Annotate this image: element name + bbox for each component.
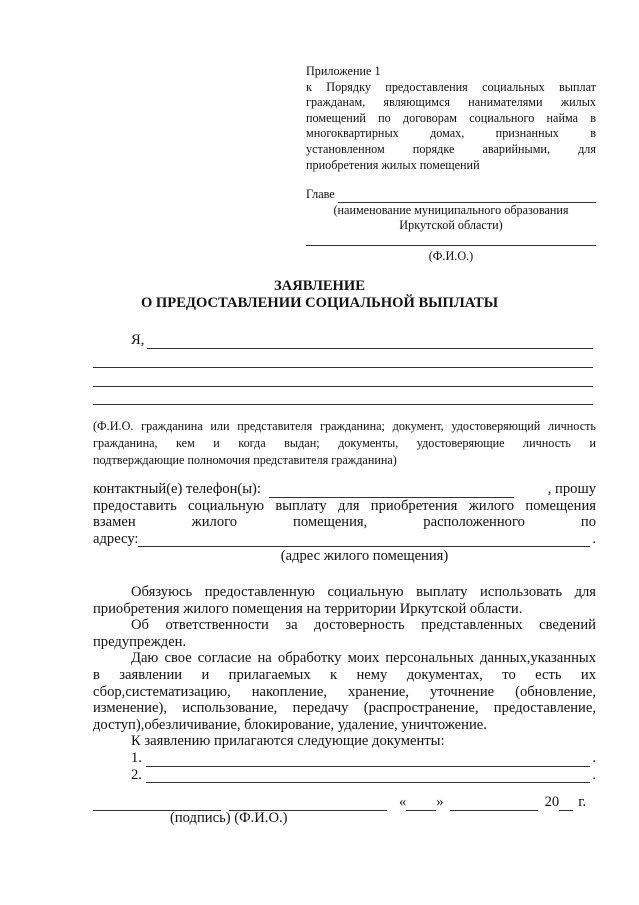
paragraph-line: в заявлении и прилагаемых к нему документах, то есть их (93, 666, 596, 683)
quote-open: « (399, 794, 407, 810)
paragraph-line: Даю свое согласие на обработку моих персональных данных,указанных (131, 650, 596, 667)
signature-row (93, 795, 596, 811)
applicant-details-field[interactable] (93, 387, 593, 405)
year-prefix: 20 (544, 794, 560, 810)
appendix-line: многоквартирных домах, признанных в (306, 126, 596, 141)
quote-close: » (436, 794, 444, 810)
paragraph-line: доступ),обезличивание, блокирование, удаление, уничтожение. (93, 716, 487, 733)
address-end: . (592, 530, 596, 547)
applicant-block (93, 334, 593, 405)
glave-label: Главе (306, 187, 335, 201)
applicant-note-line: (Ф.И.О. гражданина или представителя гражданина; документ, удостоверяющий личность (93, 419, 596, 433)
municipality-caption: (наименование муниципального образования (333, 202, 569, 217)
applicant-details-field[interactable] (93, 368, 593, 387)
paragraph-line: предупрежден. (93, 633, 187, 650)
attachment-row (93, 750, 596, 767)
paragraph-line: изменение), использование, передачу (распространение, предоставление, (93, 700, 596, 717)
request-block (93, 481, 596, 565)
attachment-end: . (592, 749, 596, 766)
paragraph-line: приобретения жилого помещения на территории Иркутской области. (93, 600, 523, 617)
paragraph-line: Обязуюсь предоставленную социальную выплату использовать для (131, 584, 596, 600)
attachments-intro: К заявлению прилагаются следующие документы: (131, 733, 445, 750)
paragraph-line: Об ответственности за достоверность представленных сведений (131, 617, 596, 634)
appendix-line: помещений по договорам социального найма в (306, 110, 596, 125)
month-field[interactable] (450, 798, 538, 811)
appendix-line: к Порядку предоставления социальных выплат (306, 79, 596, 94)
appendix-line: гражданам, являющимся нанимателями жилых (306, 95, 596, 110)
applicant-note-line: гражданина, кем и когда выдан; документы, удостоверяющие личность и (93, 435, 596, 450)
request-line: предоставить социальную выплату для приобретения жилого помещения (93, 497, 596, 514)
fio-caption: (Ф.И.О.) (428, 248, 474, 263)
request-line: взамен жилого помещения, расположенного по (93, 514, 596, 530)
year-suffix: г. (578, 794, 587, 810)
paragraph-line: сбор,систематизацию, накопление, хранение, уточнение (обновление, (93, 683, 596, 700)
municipality-caption-region: Иркутской области) (399, 218, 503, 233)
ya-label: Я, (131, 332, 145, 348)
document-title (0, 278, 639, 312)
responsibility-paragraph (93, 617, 596, 634)
attachment-number: 1. (131, 749, 142, 766)
applicant-note (93, 418, 596, 468)
glave-name-field[interactable] (338, 191, 596, 203)
attachment-row (93, 767, 596, 784)
obligation-use-paragraph (93, 584, 596, 601)
year-field[interactable] (559, 798, 573, 811)
appendix-line: приобретения жилых помещений (306, 157, 480, 172)
attachment-field[interactable] (146, 770, 590, 783)
applicant-details-field[interactable] (93, 349, 593, 368)
appendix-header (306, 64, 596, 173)
attachment-number: 2. (131, 766, 142, 783)
address-field[interactable] (138, 534, 590, 547)
applicant-name-field[interactable] (147, 337, 593, 349)
address-label: адресу: (93, 530, 139, 547)
appendix-line: Приложение 1 (306, 64, 381, 78)
applicant-note-line: подтверждающие полномочия представителя гражданина) (93, 452, 397, 467)
phone-tail: , прошу (547, 481, 596, 497)
appendix-line: установленном порядке аварийными, для (306, 141, 596, 156)
obligations-block (93, 584, 596, 783)
title-line-1: ЗАЯВЛЕНИЕ (273, 278, 365, 294)
phone-label: контактный(е) телефон(ы): (93, 481, 261, 497)
signature-caption: (подпись) (Ф.И.О.) (170, 810, 288, 826)
phone-field[interactable] (269, 485, 514, 498)
consent-paragraph (93, 650, 596, 667)
address-caption: (адрес жилого помещения) (280, 548, 449, 564)
attachment-field[interactable] (146, 754, 590, 767)
attachment-end: . (592, 766, 596, 783)
addressee-block (306, 187, 596, 264)
day-field[interactable] (406, 798, 436, 811)
title-line-2: О ПРЕДОСТАВЛЕНИИ СОЦИАЛЬНОЙ ВЫПЛАТЫ (140, 295, 499, 311)
glave-fio-field[interactable] (306, 244, 596, 246)
